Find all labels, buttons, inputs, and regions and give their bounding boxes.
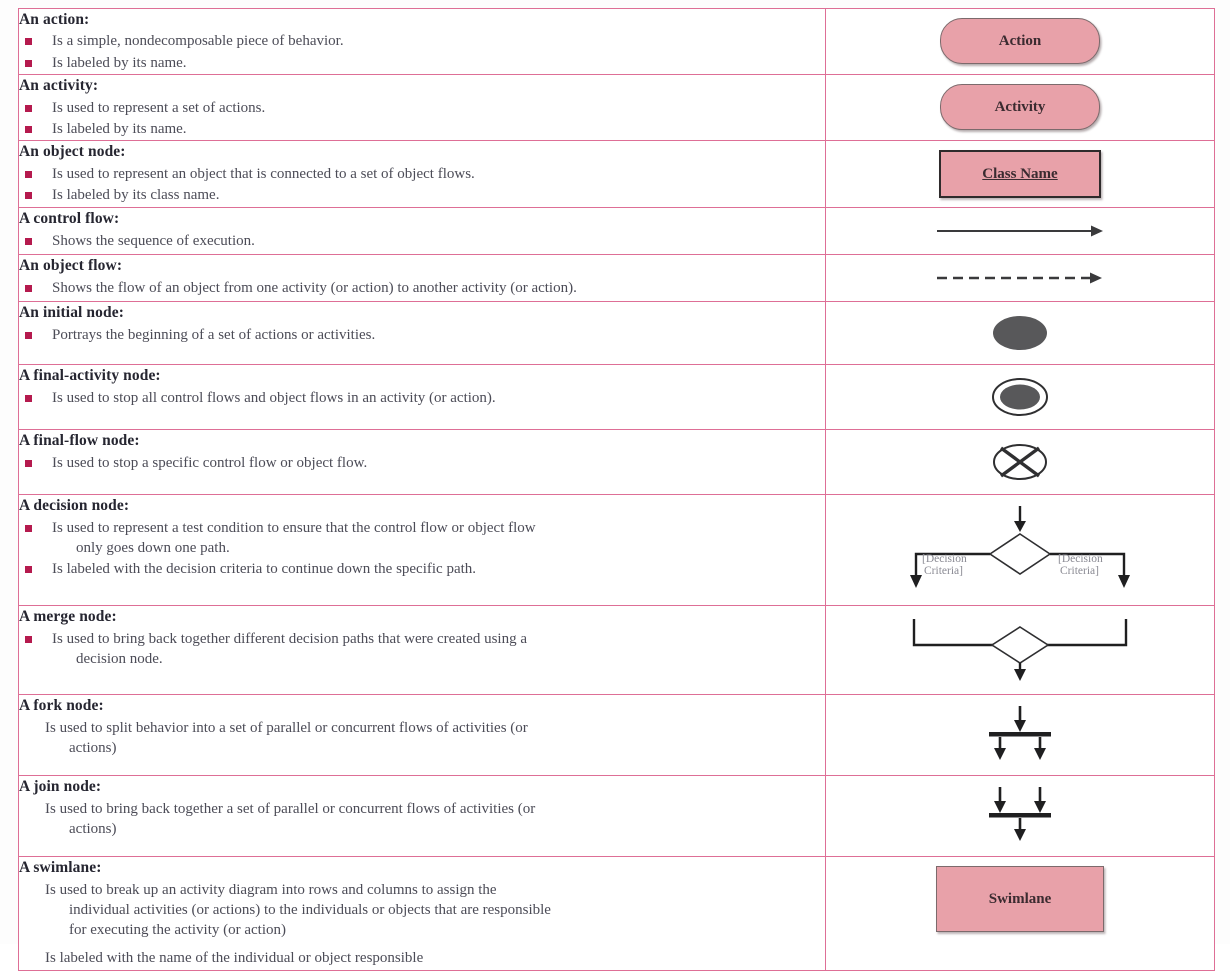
dashed-arrow-icon [935, 264, 1105, 292]
row-symbol-object-node [826, 141, 1215, 208]
symbol-container [826, 255, 1214, 301]
list-item-text: Is used to split behavior into a set of parallel or concurrent flows of activities (or [45, 719, 528, 736]
symbol-container [826, 9, 1214, 73]
row-heading: A final-flow node: [19, 432, 140, 450]
row-description-swimlane [19, 857, 826, 971]
crossed-circle-icon [989, 439, 1051, 485]
row-heading: A fork node: [19, 697, 104, 715]
table-row [19, 302, 1215, 365]
uml-activity-notation-table [18, 8, 1215, 971]
square-bullet-icon [25, 171, 32, 178]
row-symbol-final-flow-node [826, 430, 1215, 495]
row-symbol-fork-node [826, 695, 1215, 776]
symbol-container [826, 141, 1214, 207]
list-item-text: Is used to stop a specific control flow or object flow. [52, 454, 368, 471]
action-node-label: Action [998, 32, 1042, 49]
list-item-text: Shows the flow of an object from one activity (or action) to another activity (or action). [52, 279, 577, 296]
list-item-text: Is used to stop all control flows and object flows in an activity (or action). [52, 389, 496, 406]
row-heading: A final-activity node: [19, 367, 161, 385]
decision-criteria-left-line1: [Decision [922, 553, 967, 566]
table-row [19, 695, 1215, 776]
list-item [19, 799, 825, 840]
row-heading: An activity: [19, 77, 99, 95]
symbol-container [826, 365, 1214, 429]
row-heading: A merge node: [19, 608, 117, 626]
decision-criteria-right-line2: Criteria] [1060, 565, 1099, 578]
symbol-container [826, 430, 1214, 494]
bullet-list [19, 31, 825, 73]
list-item-text-cont: actions) [69, 821, 117, 838]
row-symbol-object-flow [826, 255, 1215, 302]
bullet-list [19, 231, 825, 251]
row-heading: A decision node: [19, 497, 130, 515]
row-heading: A control flow: [19, 210, 120, 228]
swimlane-node-shape [936, 866, 1104, 932]
list-item-text: Is labeled with the name of the individual or object responsible [45, 949, 424, 966]
row-symbol-initial-node [826, 302, 1215, 365]
bullet-list [19, 518, 825, 580]
row-description-merge-node [19, 606, 826, 695]
bullet-list [19, 164, 825, 206]
row-heading: An object node: [19, 143, 126, 161]
object-node-shape [939, 150, 1101, 198]
list-item [19, 164, 825, 184]
list-item-text: Is labeled by its class name. [52, 187, 220, 204]
symbol-container [826, 495, 1214, 605]
symbol-container [826, 208, 1214, 254]
bullet-list [19, 278, 825, 298]
table-row [19, 495, 1215, 606]
decision-diamond-icon [900, 504, 1140, 596]
row-symbol-control-flow [826, 208, 1215, 255]
symbol-container [826, 302, 1214, 364]
list-item [19, 119, 825, 139]
activity-node-label: Activity [994, 98, 1046, 115]
square-bullet-icon [25, 192, 32, 199]
list-item-text: Is used to bring back together different decision paths that were created using a [52, 630, 527, 647]
square-bullet-icon [25, 238, 32, 245]
bullseye-circle-icon [989, 374, 1051, 420]
table-row [19, 776, 1215, 857]
square-bullet-icon [25, 285, 32, 292]
list-item [19, 518, 825, 559]
square-bullet-icon [25, 126, 32, 133]
row-description-join-node [19, 776, 826, 857]
list-item [19, 718, 825, 759]
square-bullet-icon [25, 460, 32, 467]
swimlane-node-label: Swimlane [988, 890, 1052, 907]
list-item-text: Is used to represent a test condition to ensure that the control flow or object flow [52, 519, 536, 536]
list-item-text-cont: actions) [69, 740, 117, 757]
table-row [19, 606, 1215, 695]
list-item-text: Is labeled with the decision criteria to continue down the specific path. [52, 561, 477, 578]
list-item [19, 98, 825, 118]
table-row [19, 430, 1215, 495]
plain-list [19, 718, 825, 759]
row-symbol-join-node [826, 776, 1215, 857]
list-item-text: Shows the sequence of execution. [52, 232, 255, 249]
list-item-text: Portrays the beginning of a set of actions or activities. [52, 326, 376, 343]
list-item [19, 31, 825, 51]
decision-criteria-left-line2: Criteria] [924, 565, 963, 578]
row-description-object-flow [19, 255, 826, 302]
symbol-container [826, 606, 1214, 694]
fork-bar-icon [975, 704, 1065, 766]
plain-list [19, 799, 825, 840]
row-description-activity [19, 75, 826, 141]
row-heading: A join node: [19, 778, 102, 796]
row-heading: A swimlane: [19, 859, 102, 877]
list-item [19, 453, 825, 473]
row-heading: An action: [19, 11, 90, 28]
symbol-container [826, 776, 1214, 856]
list-item [19, 278, 825, 298]
list-item-text: Is used to represent an object that is connected to a set of object flows. [52, 165, 475, 182]
list-item [19, 629, 825, 670]
solid-arrow-icon [935, 217, 1105, 245]
row-symbol-decision-node [826, 495, 1215, 606]
square-bullet-icon [25, 525, 32, 532]
list-item-text: Is used to represent a set of actions. [52, 99, 266, 116]
row-description-control-flow [19, 208, 826, 255]
row-description-fork-node [19, 695, 826, 776]
list-item-text-cont2: for executing the activity (or action) [69, 922, 286, 939]
symbol-container [826, 695, 1214, 775]
bullet-list [19, 453, 825, 473]
table-row [19, 141, 1215, 208]
square-bullet-icon [25, 636, 32, 643]
list-item-text: Is a simple, nondecomposable piece of behavior. [52, 33, 344, 50]
symbol-container [826, 75, 1214, 139]
table-row [19, 857, 1215, 971]
row-description-initial-node [19, 302, 826, 365]
list-item-text: Is used to bring back together a set of parallel or concurrent flows of activities (or [45, 800, 536, 817]
row-symbol-action [826, 9, 1215, 75]
action-node-shape [940, 18, 1100, 64]
table-row [19, 75, 1215, 141]
list-item [19, 880, 825, 941]
list-item [19, 231, 825, 251]
decision-criteria-right-line1: [Decision [1058, 553, 1103, 566]
table-row [19, 208, 1215, 255]
square-bullet-icon [25, 332, 32, 339]
table-row [19, 9, 1215, 75]
square-bullet-icon [25, 60, 32, 67]
list-item-text-cont: decision node. [76, 651, 163, 668]
row-symbol-merge-node [826, 606, 1215, 695]
square-bullet-icon [25, 38, 32, 45]
list-item [19, 325, 825, 345]
merge-diamond-icon [900, 615, 1140, 685]
bullet-list [19, 629, 825, 670]
list-item [19, 388, 825, 408]
list-item [19, 53, 825, 73]
row-heading: An initial node: [19, 304, 124, 322]
bullet-list [19, 325, 825, 345]
bullet-list [19, 98, 825, 140]
list-item [19, 559, 825, 579]
list-item [19, 185, 825, 205]
list-item-text-cont: individual activities (or actions) to the individuals or objects that are responsible [69, 902, 551, 919]
list-item-text: Is used to break up an activity diagram into rows and columns to assign the [45, 881, 497, 898]
row-symbol-swimlane [826, 857, 1215, 971]
list-item [19, 948, 825, 968]
symbol-container [826, 857, 1214, 941]
row-symbol-activity [826, 75, 1215, 141]
list-item-text: Is labeled by its name. [52, 54, 187, 71]
row-description-final-flow-node [19, 430, 826, 495]
row-heading: An object flow: [19, 257, 123, 275]
row-symbol-final-activity-node [826, 365, 1215, 430]
row-description-object-node [19, 141, 826, 208]
list-item-text: Is labeled by its name. [52, 120, 187, 137]
table-row [19, 255, 1215, 302]
bullet-list [19, 388, 825, 408]
row-description-decision-node [19, 495, 826, 606]
square-bullet-icon [25, 566, 32, 573]
activity-node-shape [940, 84, 1100, 130]
list-item-text-cont: only goes down one path. [76, 540, 230, 557]
row-description-action [19, 9, 826, 75]
filled-circle-icon [989, 311, 1051, 355]
square-bullet-icon [25, 395, 32, 402]
plain-list [19, 880, 825, 969]
square-bullet-icon [25, 105, 32, 112]
row-description-final-activity-node [19, 365, 826, 430]
object-node-label: Class Name [982, 165, 1058, 182]
join-bar-icon [975, 785, 1065, 847]
table-row [19, 365, 1215, 430]
